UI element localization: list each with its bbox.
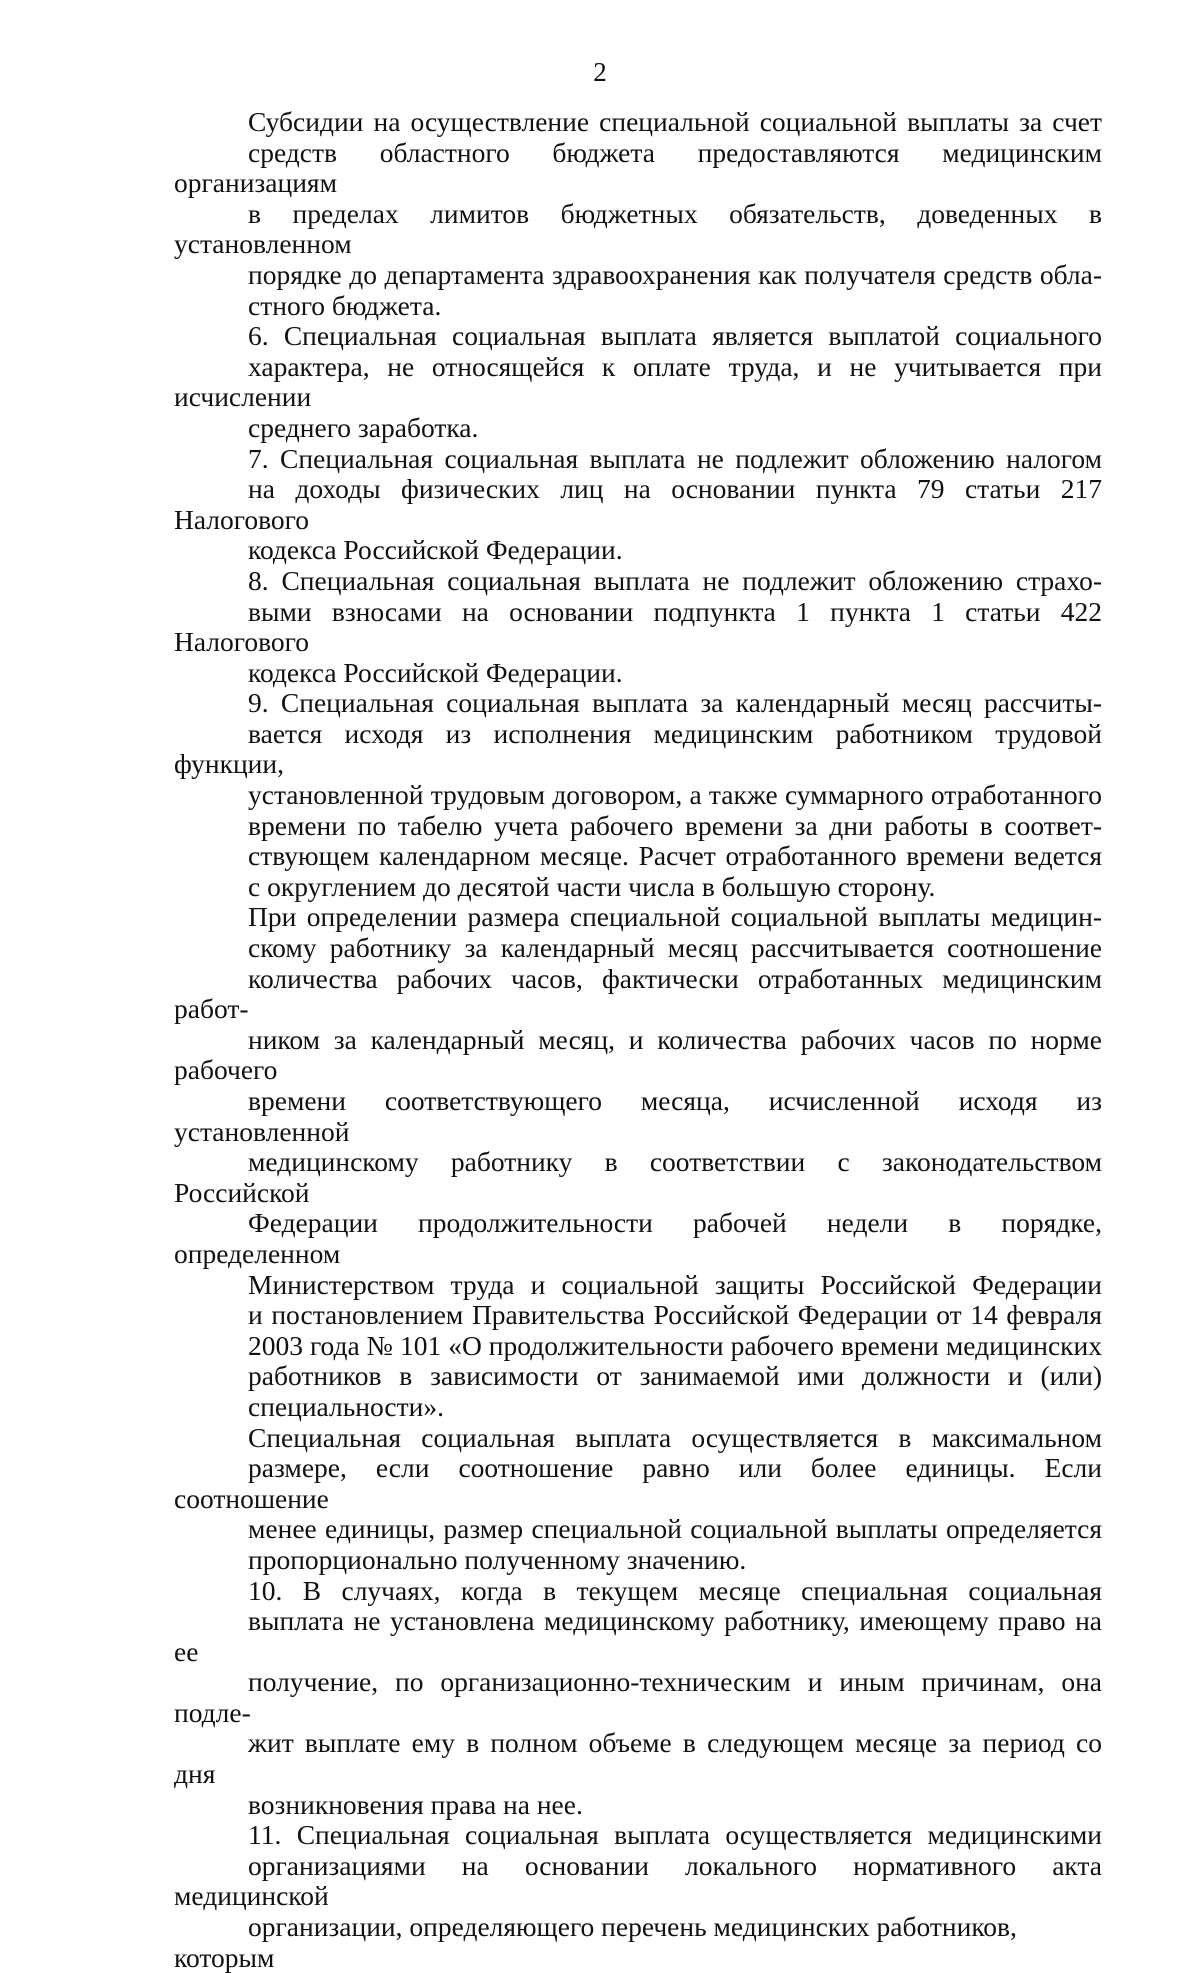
text-line: медицинскому работнику в соответствии с законодательством Российской	[174, 1146, 1102, 1208]
text-line: менее единицы, размер специальной социальной выплаты определяется	[248, 1513, 1102, 1545]
text-line: 9. Специальная социальная выплата за календарный месяц рассчиты-	[248, 687, 1102, 719]
text-line: 8. Специальная социальная выплата не подлежит обложению страхо-	[248, 564, 1102, 596]
text-line: Министерством труда и социальной защиты Российской Федерации	[248, 1268, 1102, 1300]
paragraph	[174, 444, 1102, 566]
text-line: При определении размера специальной социальной выплаты медицин-	[248, 901, 1102, 933]
text-line: 10. В случаях, когда в текущем месяце специальная социальная	[248, 1574, 1102, 1606]
paragraph	[174, 321, 1102, 443]
text-line: с округлением до десятой части числа в большую сторону.	[248, 870, 936, 902]
text-line: средств областного бюджета предоставляются медицинским организациям	[174, 136, 1102, 199]
page-number: 2	[593, 57, 607, 87]
text-line: размере, если соотношение равно или более единицы. Если соотношение	[174, 1452, 1102, 1514]
text-line: среднего заработка.	[248, 411, 479, 443]
text-line: кодекса Российской Федерации.	[248, 656, 623, 688]
paragraph	[174, 107, 1102, 321]
text-line: жит выплате ему в полном объеме в следующем месяце за период со дня	[174, 1727, 1102, 1790]
text-line: Специальная социальная выплата осуществляется в максимальном	[248, 1421, 1102, 1453]
text-line: вается исходя из исполнения медицинским работником трудовой функции,	[174, 717, 1102, 780]
text-line: получение, по организационно-техническим и иным причинам, она подле-	[174, 1666, 1102, 1728]
paragraph	[174, 1820, 1102, 1973]
text-line: ствующем календарном месяце. Расчет отработанного времени ведется	[248, 840, 1102, 872]
text-line: времени по табелю учета рабочего времени за дни работы в соответ-	[248, 809, 1102, 841]
text-line: на доходы физических лиц на основании пункта 79 статьи 217 Налогового	[174, 473, 1102, 535]
text-line: ником за календарный месяц, и количества рабочих часов по норме рабочего	[174, 1023, 1102, 1086]
text-line: 11. Специальная социальная выплата осуществляется медицинскими	[248, 1819, 1102, 1851]
paragraph	[174, 566, 1102, 688]
paragraph	[174, 688, 1102, 902]
text-line: кодекса Российской Федерации.	[248, 534, 623, 566]
paragraph	[174, 902, 1102, 1422]
text-line: времени соответствующего месяца, исчисленной исходя из установленной	[174, 1085, 1102, 1147]
text-line: специальности».	[248, 1390, 444, 1422]
text-line: и постановлением Правительства Российской Федерации от 14 февраля	[248, 1299, 1102, 1331]
text-line: характера, не относящейся к оплате труда, и не учитывается при исчислении	[174, 350, 1102, 413]
document-body	[174, 107, 1102, 1973]
text-line: в пределах лимитов бюджетных обязательств, доведенных в установленном	[174, 197, 1102, 260]
text-line: организации, определяющего перечень медицинских работников, которым	[174, 1911, 1017, 1973]
text-line: скому работнику за календарный месяц рассчитывается соотношение	[248, 932, 1102, 964]
paragraph	[174, 1576, 1102, 1821]
text-line: Федерации продолжительности рабочей недели в порядке, определенном	[174, 1207, 1102, 1269]
text-line: 2003 года № 101 «О продолжительности рабочего времени медицинских	[248, 1329, 1102, 1361]
text-line: установленной трудовым договором, а также суммарного отработанного	[248, 779, 1102, 811]
text-line: работников в зависимости от занимаемой ими должности и (или)	[248, 1360, 1102, 1392]
text-line: выми взносами на основании подпункта 1 пункта 1 статьи 422 Налогового	[174, 595, 1102, 658]
text-line: 7. Специальная социальная выплата не подлежит обложению налогом	[248, 442, 1102, 474]
text-line: порядке до департамента здравоохранения как получателя средств обла-	[248, 258, 1102, 290]
text-line: пропорционально полученному значению.	[248, 1543, 747, 1575]
text-line: Субсидии на осуществление специальной социальной выплаты за счет	[248, 106, 1102, 137]
text-line: 6. Специальная социальная выплата является выплатой социального	[248, 320, 1102, 352]
text-line: количества рабочих часов, фактически отработанных медицинским работ-	[174, 962, 1102, 1025]
text-line: стного бюджета.	[248, 289, 442, 321]
text-line: возникновения права на нее.	[248, 1788, 583, 1820]
text-line: организациями на основании локального нормативного акта медицинской	[174, 1849, 1102, 1912]
text-line: выплата не установлена медицинскому работнику, имеющему право на ее	[174, 1605, 1102, 1667]
paragraph	[174, 1423, 1102, 1576]
